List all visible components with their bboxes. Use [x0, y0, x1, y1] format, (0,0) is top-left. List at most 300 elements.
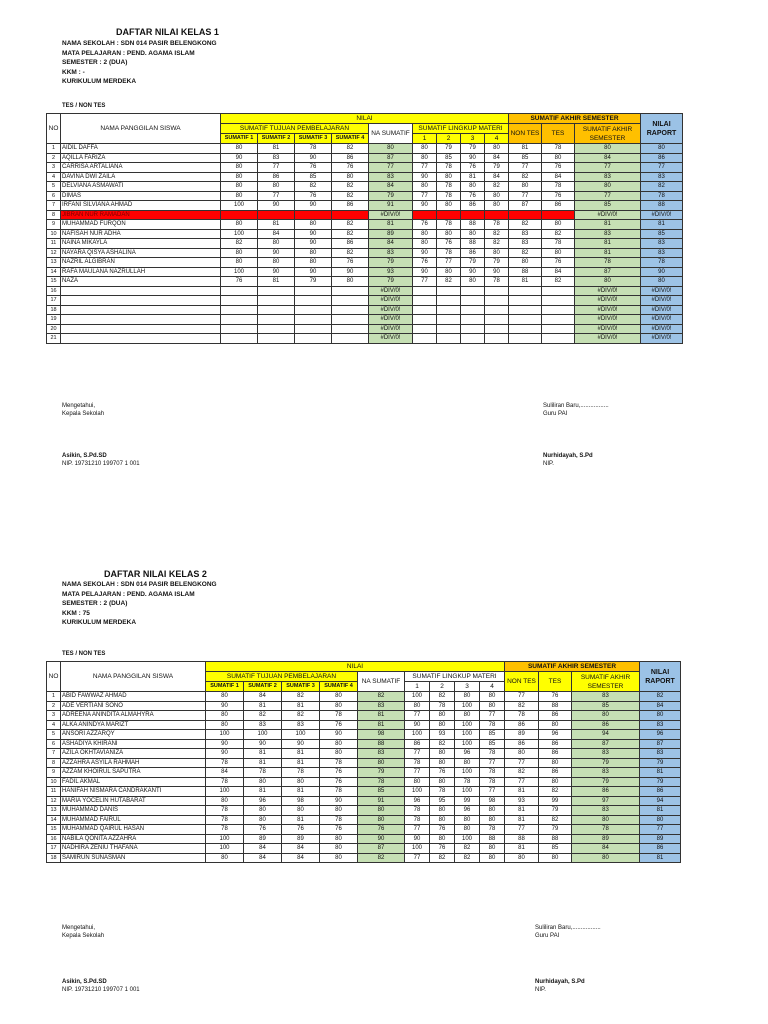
cell-value: 79 [437, 144, 461, 154]
cell-value: 82 [282, 692, 320, 702]
col-s3: SUMATIF 3 [282, 682, 320, 692]
cell-value: 80 [455, 825, 480, 835]
cell-value: 80 [295, 258, 332, 268]
table-row [47, 324, 683, 334]
cell-raport: 80 [641, 277, 683, 287]
cell-value: 82 [539, 815, 572, 825]
cell-value: 77 [437, 258, 461, 268]
cell-value [461, 296, 485, 306]
cell-value: 86 [542, 201, 575, 211]
col-s1: SUMATIF 1 [221, 134, 258, 144]
cell-value: 76 [430, 844, 455, 854]
cell-na-sumatif: #DIV/0! [369, 324, 413, 334]
cell-value: 76 [320, 825, 358, 835]
cell-value: 81 [505, 787, 539, 797]
cell-value: 77 [505, 692, 539, 702]
cell-raport: #DIV/0! [641, 210, 683, 220]
cell-value [461, 305, 485, 315]
table-row [47, 692, 681, 702]
cell-value: 90 [258, 248, 295, 258]
cell-value: 100 [405, 730, 430, 740]
col-nontes: NON TES [509, 124, 542, 144]
cell-value: 90 [461, 153, 485, 163]
guru-label: Guru PAI [535, 933, 560, 939]
cell-value [295, 210, 332, 220]
cell-value: 78 [485, 220, 509, 230]
cell-value [413, 315, 437, 325]
cell-na-sumatif: 80 [369, 144, 413, 154]
cell-value: 80 [282, 806, 320, 816]
table-row [47, 749, 681, 759]
cell-value: 80 [221, 191, 258, 201]
cell-value [221, 296, 258, 306]
cell-no: 2 [47, 701, 61, 711]
cell-value: 80 [485, 248, 509, 258]
grade-table-2 [46, 661, 681, 863]
cell-value: 77 [480, 711, 505, 721]
cell-value [258, 334, 295, 344]
cell-sas: #DIV/0! [575, 324, 641, 334]
cell-raport: 79 [640, 777, 681, 787]
cell-value: 78 [480, 768, 505, 778]
cell-value [542, 324, 575, 334]
cell-value: 76 [539, 692, 572, 702]
cell-value: 83 [282, 720, 320, 730]
cell-value: 78 [437, 220, 461, 230]
cell-value: 85 [539, 844, 572, 854]
cell-sas: 78 [575, 258, 641, 268]
cell-no: 7 [47, 201, 61, 211]
cell-value: 90 [405, 720, 430, 730]
cell-value: 96 [539, 730, 572, 740]
cell-value: 80 [461, 277, 485, 287]
cell-value: 85 [480, 739, 505, 749]
cell-value: 80 [413, 229, 437, 239]
table-row [47, 229, 683, 239]
cell-value: 90 [320, 730, 358, 740]
cell-value: 79 [539, 825, 572, 835]
cell-raport: 85 [641, 229, 683, 239]
cell-value [413, 334, 437, 344]
doc1-footer-right [543, 402, 609, 468]
cell-value: 80 [430, 806, 455, 816]
cell-na-sumatif: 85 [358, 787, 405, 797]
cell-raport: 78 [641, 258, 683, 268]
cell-value: 76 [320, 777, 358, 787]
cell-name: ANSORI AZZARQY [61, 730, 206, 740]
cell-value [413, 296, 437, 306]
cell-no: 13 [47, 806, 61, 816]
cell-na-sumatif: 82 [358, 692, 405, 702]
col-l2: 2 [437, 134, 461, 144]
cell-sas: #DIV/0! [575, 286, 641, 296]
cell-na-sumatif: #DIV/0! [369, 296, 413, 306]
cell-value: 82 [282, 711, 320, 721]
cell-value [332, 334, 369, 344]
info-curriculum: KURIKULUM MERDEKA [62, 78, 137, 85]
cell-value: 77 [480, 787, 505, 797]
cell-no: 21 [47, 334, 61, 344]
cell-value: 100 [221, 267, 258, 277]
doc1-info [62, 39, 217, 87]
cell-value: 80 [206, 692, 244, 702]
cell-value [509, 334, 542, 344]
cell-value: 78 [480, 777, 505, 787]
cell-value: 80 [320, 739, 358, 749]
cell-value: 77 [509, 163, 542, 173]
cell-value: 77 [405, 768, 430, 778]
cell-value: 82 [430, 739, 455, 749]
cell-value: 100 [405, 692, 430, 702]
cell-name: ADREENA ANINDITA ALMAHYRA [61, 711, 206, 721]
table-row [47, 296, 683, 306]
col-l3: 3 [455, 682, 480, 692]
cell-value [485, 305, 509, 315]
col-slm: SUMATIF LINGKUP MATERI [405, 672, 505, 682]
cell-raport: 83 [640, 749, 681, 759]
cell-value: 80 [258, 258, 295, 268]
cell-value: 86 [539, 739, 572, 749]
mengetahui-label: Mengetahui, [62, 403, 96, 409]
cell-value: 79 [461, 144, 485, 154]
cell-value: 77 [405, 853, 430, 863]
guru-nip: NIP. [543, 461, 554, 467]
cell-value: 80 [320, 749, 358, 759]
table2-body [47, 692, 681, 863]
cell-value: 84 [542, 267, 575, 277]
cell-value: 86 [539, 711, 572, 721]
cell-value [509, 210, 542, 220]
cell-no: 10 [47, 229, 61, 239]
cell-no: 19 [47, 315, 61, 325]
cell-na-sumatif: 84 [369, 182, 413, 192]
cell-value: 80 [413, 182, 437, 192]
cell-value: 80 [206, 720, 244, 730]
cell-value: 80 [539, 777, 572, 787]
cell-no: 14 [47, 815, 61, 825]
cell-value: 82 [485, 182, 509, 192]
cell-value: 90 [282, 739, 320, 749]
cell-value: 76 [320, 768, 358, 778]
cell-raport: 81 [640, 806, 681, 816]
cell-value: 90 [295, 201, 332, 211]
cell-value: 82 [505, 768, 539, 778]
col-na: NA SUMATIF [358, 672, 405, 692]
col-l4: 4 [480, 682, 505, 692]
cell-value [221, 315, 258, 325]
cell-sas: 87 [575, 267, 641, 277]
table-row [47, 739, 681, 749]
grade-table-1 [46, 113, 683, 344]
cell-value: 78 [244, 768, 282, 778]
cell-value: 90 [295, 239, 332, 249]
table-row [47, 191, 683, 201]
cell-name: AZZAM KHOIRUL SAPUTRA [61, 768, 206, 778]
cell-value: 93 [505, 796, 539, 806]
table-row [47, 701, 681, 711]
cell-na-sumatif: 80 [358, 806, 405, 816]
doc1-title: DAFTAR NILAI KELAS 1 [116, 27, 219, 37]
cell-value: 76 [295, 163, 332, 173]
cell-name: AZILA OKHTAVIANIZA [61, 749, 206, 759]
cell-value: 80 [244, 777, 282, 787]
cell-value [332, 305, 369, 315]
cell-value: 86 [505, 739, 539, 749]
col-nontes: NON TES [505, 672, 539, 692]
cell-value: 80 [320, 853, 358, 863]
cell-value: 78 [320, 787, 358, 797]
cell-value: 79 [539, 806, 572, 816]
kepsek-name: Asikin, S.Pd.SD [62, 453, 107, 459]
cell-value: 76 [542, 163, 575, 173]
cell-value: 80 [258, 182, 295, 192]
col-sts: SUMATIF TUJUAN PEMBELAJARAN [221, 124, 369, 134]
cell-value: 78 [430, 701, 455, 711]
cell-value: 78 [295, 144, 332, 154]
cell-na-sumatif: 79 [358, 768, 405, 778]
table-row [47, 267, 683, 277]
cell-value [332, 315, 369, 325]
cell-value: 88 [509, 267, 542, 277]
cell-value: 77 [480, 758, 505, 768]
cell-value: 81 [282, 815, 320, 825]
cell-name: NAYARA QISYA ASHALINA [61, 248, 221, 258]
cell-value: 81 [282, 701, 320, 711]
cell-value: 100 [455, 834, 480, 844]
cell-value: 80 [505, 749, 539, 759]
cell-value [258, 286, 295, 296]
cell-value [332, 296, 369, 306]
cell-value: 76 [295, 191, 332, 201]
cell-no: 15 [47, 825, 61, 835]
cell-value: 78 [542, 182, 575, 192]
cell-value: 79 [485, 258, 509, 268]
table-row [47, 286, 683, 296]
cell-no: 8 [47, 758, 61, 768]
cell-sas: 83 [572, 768, 640, 778]
cell-value: 80 [430, 711, 455, 721]
cell-no: 8 [47, 210, 61, 220]
col-s2: SUMATIF 2 [258, 134, 295, 144]
cell-no: 6 [47, 739, 61, 749]
cell-sas: #DIV/0! [575, 305, 641, 315]
cell-na-sumatif: 81 [358, 720, 405, 730]
cell-value: 78 [480, 749, 505, 759]
cell-na-sumatif: 89 [369, 229, 413, 239]
cell-value: 90 [295, 267, 332, 277]
cell-value: 80 [320, 701, 358, 711]
col-l2: 2 [430, 682, 455, 692]
cell-value [295, 315, 332, 325]
cell-value: 80 [480, 806, 505, 816]
cell-value: 86 [258, 172, 295, 182]
cell-value: 80 [437, 229, 461, 239]
col-tes: TES [542, 124, 575, 144]
cell-value: 80 [480, 853, 505, 863]
cell-value [258, 296, 295, 306]
cell-value: 83 [509, 229, 542, 239]
cell-value: 78 [320, 815, 358, 825]
cell-value: 80 [430, 758, 455, 768]
cell-sas: #DIV/0! [575, 210, 641, 220]
cell-value [221, 286, 258, 296]
col-l1: 1 [405, 682, 430, 692]
cell-value: 76 [413, 220, 437, 230]
cell-value: 90 [295, 153, 332, 163]
cell-name: NABILA QONITA AZZAHRA [61, 834, 206, 844]
cell-no: 16 [47, 286, 61, 296]
cell-value: 77 [505, 777, 539, 787]
cell-value: 76 [430, 768, 455, 778]
doc2-tes-label: TES / NON TES [62, 651, 106, 657]
cell-value: 80 [320, 692, 358, 702]
cell-value [221, 305, 258, 315]
cell-sas: 80 [575, 277, 641, 287]
cell-value: 90 [244, 739, 282, 749]
cell-value: 86 [461, 248, 485, 258]
cell-value: 80 [405, 701, 430, 711]
cell-value: 80 [539, 720, 572, 730]
cell-na-sumatif: 79 [369, 191, 413, 201]
table1-body [47, 144, 683, 344]
cell-value: 84 [485, 153, 509, 163]
cell-value: 78 [430, 787, 455, 797]
cell-value: 78 [542, 144, 575, 154]
cell-value: 77 [258, 163, 295, 173]
cell-value: 80 [430, 777, 455, 787]
cell-value: 82 [295, 182, 332, 192]
cell-value: 100 [455, 739, 480, 749]
cell-no: 3 [47, 163, 61, 173]
cell-value: 84 [282, 853, 320, 863]
table-row [47, 315, 683, 325]
cell-sas: 85 [572, 701, 640, 711]
cell-sas: 89 [572, 834, 640, 844]
cell-value: 78 [437, 248, 461, 258]
cell-value [542, 296, 575, 306]
cell-value [437, 305, 461, 315]
cell-value: 100 [244, 730, 282, 740]
cell-value: 78 [480, 720, 505, 730]
cell-name: SAMIRUN SUNASMAN [61, 853, 206, 863]
col-nama: NAMA PANGGILAN SISWA [61, 114, 221, 144]
cell-no: 6 [47, 191, 61, 201]
cell-value: 79 [485, 163, 509, 173]
cell-value: 80 [295, 248, 332, 258]
table-row [47, 720, 681, 730]
cell-value: 96 [455, 806, 480, 816]
cell-raport: 81 [641, 220, 683, 230]
cell-na-sumatif: 84 [369, 239, 413, 249]
cell-value: 77 [509, 191, 542, 201]
info-kkm: KKM : 75 [62, 609, 90, 617]
cell-value: 100 [206, 787, 244, 797]
cell-sas: 80 [572, 853, 640, 863]
cell-value: 82 [221, 239, 258, 249]
cell-sas: 86 [572, 720, 640, 730]
cell-value: 80 [332, 172, 369, 182]
cell-na-sumatif: #DIV/0! [369, 286, 413, 296]
table-row [47, 787, 681, 797]
cell-raport: #DIV/0! [641, 324, 683, 334]
cell-value [295, 305, 332, 315]
cell-name: MUHAMMAD DANIS [61, 806, 206, 816]
cell-value: 78 [405, 758, 430, 768]
cell-raport: 81 [640, 768, 681, 778]
table-row [47, 834, 681, 844]
col-no: NO [47, 662, 61, 692]
cell-name: MUHAMMAD FAIRUL [61, 815, 206, 825]
cell-value: 86 [332, 153, 369, 163]
cell-value: 80 [542, 248, 575, 258]
cell-value: 90 [413, 267, 437, 277]
cell-value: 81 [244, 749, 282, 759]
cell-name: ASHADIYA KHIRANI [61, 739, 206, 749]
cell-na-sumatif: 81 [358, 711, 405, 721]
cell-value: 96 [244, 796, 282, 806]
cell-na-sumatif: #DIV/0! [369, 334, 413, 344]
cell-value: 84 [244, 844, 282, 854]
cell-sas: 79 [572, 777, 640, 787]
cell-value: 80 [455, 758, 480, 768]
cell-value [295, 334, 332, 344]
cell-value: 95 [430, 796, 455, 806]
cell-value: 90 [405, 834, 430, 844]
col-s4: SUMATIF 4 [332, 134, 369, 144]
table-row [47, 815, 681, 825]
cell-value: 78 [282, 768, 320, 778]
cell-raport: 87 [640, 739, 681, 749]
cell-name: DELVIANA ASMAWATI [61, 182, 221, 192]
cell-raport: 84 [640, 701, 681, 711]
cell-sas: 83 [572, 692, 640, 702]
cell-value: 80 [221, 144, 258, 154]
doc2-info [62, 580, 217, 628]
col-l3: 3 [461, 134, 485, 144]
cell-raport: #DIV/0! [641, 296, 683, 306]
cell-value: 78 [485, 277, 509, 287]
cell-no: 4 [47, 172, 61, 182]
cell-value: 76 [430, 825, 455, 835]
cell-value: 80 [320, 806, 358, 816]
cell-value: 80 [455, 815, 480, 825]
doc2-footer-right [535, 924, 601, 994]
cell-value: 82 [332, 248, 369, 258]
cell-no: 16 [47, 834, 61, 844]
cell-value [413, 286, 437, 296]
cell-raport: #DIV/0! [641, 286, 683, 296]
cell-value: 80 [320, 844, 358, 854]
cell-sas: 77 [575, 191, 641, 201]
cell-value: 80 [437, 172, 461, 182]
table-row [47, 201, 683, 211]
cell-value: 78 [542, 239, 575, 249]
cell-name: ABID FAWWAZ AHMAD [61, 692, 206, 702]
cell-raport: 96 [640, 730, 681, 740]
cell-na-sumatif: 83 [369, 172, 413, 182]
cell-value: 80 [206, 853, 244, 863]
cell-value: 77 [405, 711, 430, 721]
cell-value [437, 210, 461, 220]
cell-value [509, 305, 542, 315]
cell-value [485, 334, 509, 344]
cell-value: 81 [258, 277, 295, 287]
cell-value: 80 [539, 853, 572, 863]
cell-value: 82 [332, 191, 369, 201]
cell-value: 78 [320, 711, 358, 721]
col-sasv: SUMATIF AKHIR SEMESTER [572, 672, 640, 692]
col-na: NA SUMATIF [369, 124, 413, 144]
